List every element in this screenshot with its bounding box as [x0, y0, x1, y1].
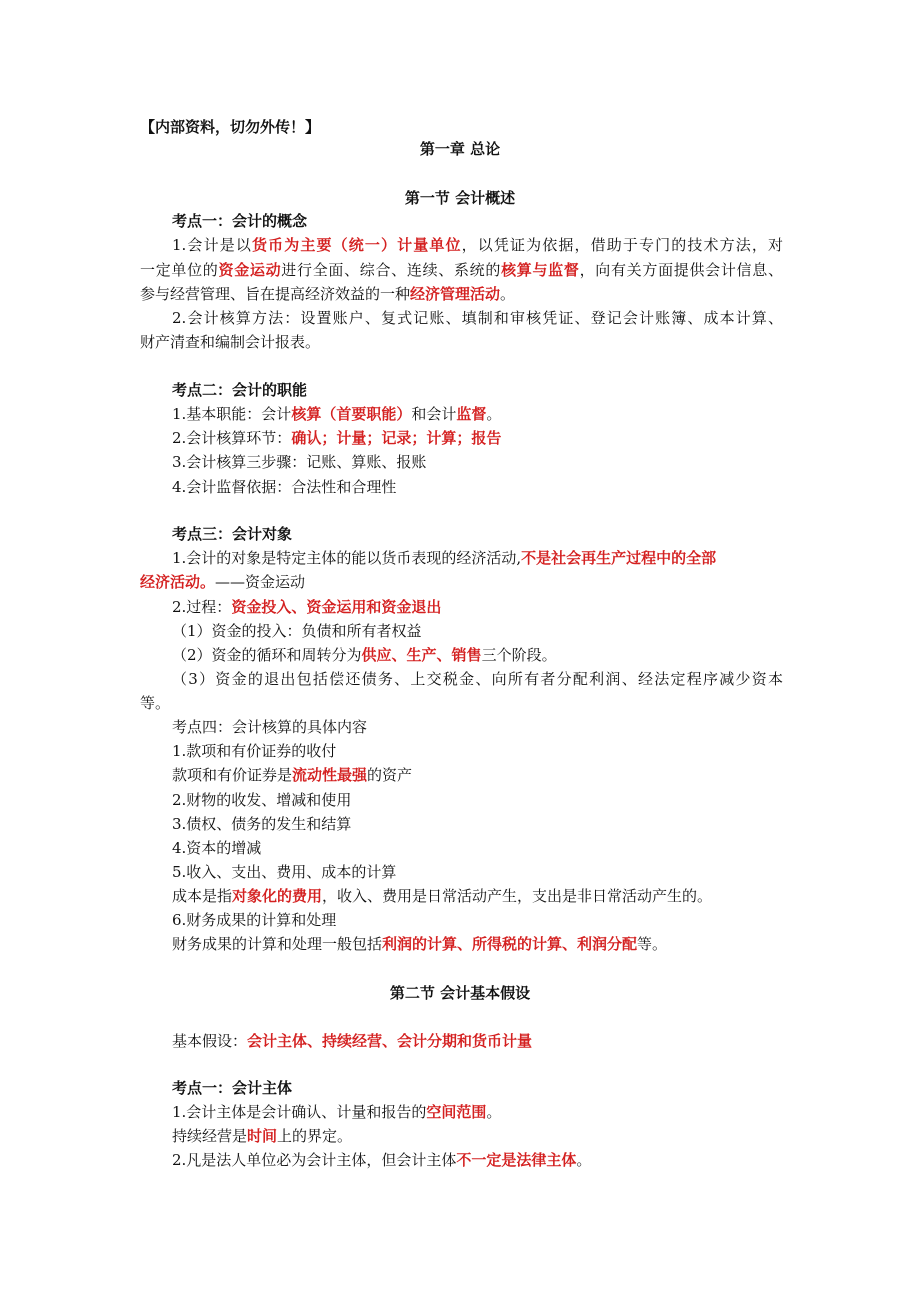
- k4-line-1-detail: 款项和有价证券是流动性最强的资产: [172, 766, 413, 784]
- k4-line-1: 1.款项和有价证券的收付: [172, 742, 337, 760]
- k3-line-5-continued: 等。: [140, 694, 171, 712]
- k4-line-5-detail: 成本是指对象化的费用，收入、费用是日常活动产生，支出是非日常活动产生的。: [172, 887, 713, 905]
- k4-line-4: 4.资本的增减: [172, 839, 262, 857]
- k2-heading: 考点二：会计的职能: [172, 381, 308, 399]
- k4-line-5: 5.收入、支出、费用、成本的计算: [172, 863, 397, 881]
- s2-k1-heading: 考点一：会计主体: [172, 1079, 293, 1097]
- k2-line-2: 2.会计核算环节：确认；计量；记录；计算；报告: [172, 429, 502, 447]
- k3-line-1-continued: 经济活动。——资金运动: [140, 573, 306, 591]
- confidential-notice: 【内部资料，切勿外传！】: [140, 118, 321, 136]
- basic-assumptions: 基本假设：会计主体、持续经营、会计分期和货币计量: [172, 1032, 533, 1050]
- k3-line-2: 2.过程：资金投入、资金运用和资金退出: [172, 598, 442, 616]
- chapter-title: 第一章 总论: [419, 140, 501, 158]
- k1-heading: 考点一：会计的概念: [172, 212, 308, 230]
- k2-line-3: 3.会计核算三步骤：记账、算账、报账: [172, 453, 427, 471]
- k4-heading: 考点四：会计核算的具体内容: [172, 718, 368, 736]
- k3-line-3: （1）资金的投入：负债和所有者权益: [172, 622, 422, 640]
- k4-line-2: 2.财物的收发、增减和使用: [172, 791, 352, 809]
- k2-line-1: 1.基本职能：会计核算（首要职能）和会计监督。: [172, 405, 502, 423]
- s2-k1-line-1-detail: 持续经营是时间上的界定。: [172, 1127, 353, 1145]
- k4-line-6-detail: 财务成果的计算和处理一般包括利润的计算、所得税的计算、利润分配等。: [172, 935, 668, 953]
- k1-paragraph-1-line-2: 一定单位的资金运动进行全面、综合、连续、系统的核算与监督，向有关方面提供会计信息、: [140, 261, 783, 279]
- k1-paragraph-1-line-1: 1.会计是以货币为主要（统一）计量单位，以凭证为依据，借助于专门的技术方法，对: [172, 236, 783, 254]
- k3-line-5: （3）资金的退出包括偿还债务、上交税金、向所有者分配利润、经法定程序减少资本: [172, 670, 783, 688]
- k2-line-4: 4.会计监督依据：合法性和合理性: [172, 478, 397, 496]
- k4-line-6: 6.财务成果的计算和处理: [172, 911, 337, 929]
- k3-line-4: （2）资金的循环和周转分为供应、生产、销售三个阶段。: [172, 646, 557, 664]
- section-2-title: 第二节 会计基本假设: [389, 984, 531, 1002]
- k3-line-1: 1.会计的对象是特定主体的能以货币表现的经济活动,不是社会再生产过程中的全部: [172, 549, 717, 567]
- s2-k1-line-1: 1.会计主体是会计确认、计量和报告的空间范围。: [172, 1103, 502, 1121]
- k3-heading: 考点三：会计对象: [172, 525, 293, 543]
- k1-paragraph-1-line-3: 参与经营管理、旨在提高经济效益的一种经济管理活动。: [140, 285, 516, 303]
- section-1-title: 第一节 会计概述: [404, 189, 516, 207]
- k1-paragraph-2-line-1: 2.会计核算方法：设置账户、复式记账、填制和审核凭证、登记会计账簿、成本计算、: [172, 309, 783, 327]
- k4-line-3: 3.债权、债务的发生和结算: [172, 815, 352, 833]
- s2-k1-line-2: 2.凡是法人单位必为会计主体，但会计主体不一定是法律主体。: [172, 1151, 592, 1169]
- k1-paragraph-2-line-2: 财产清查和编制会计报表。: [140, 333, 321, 351]
